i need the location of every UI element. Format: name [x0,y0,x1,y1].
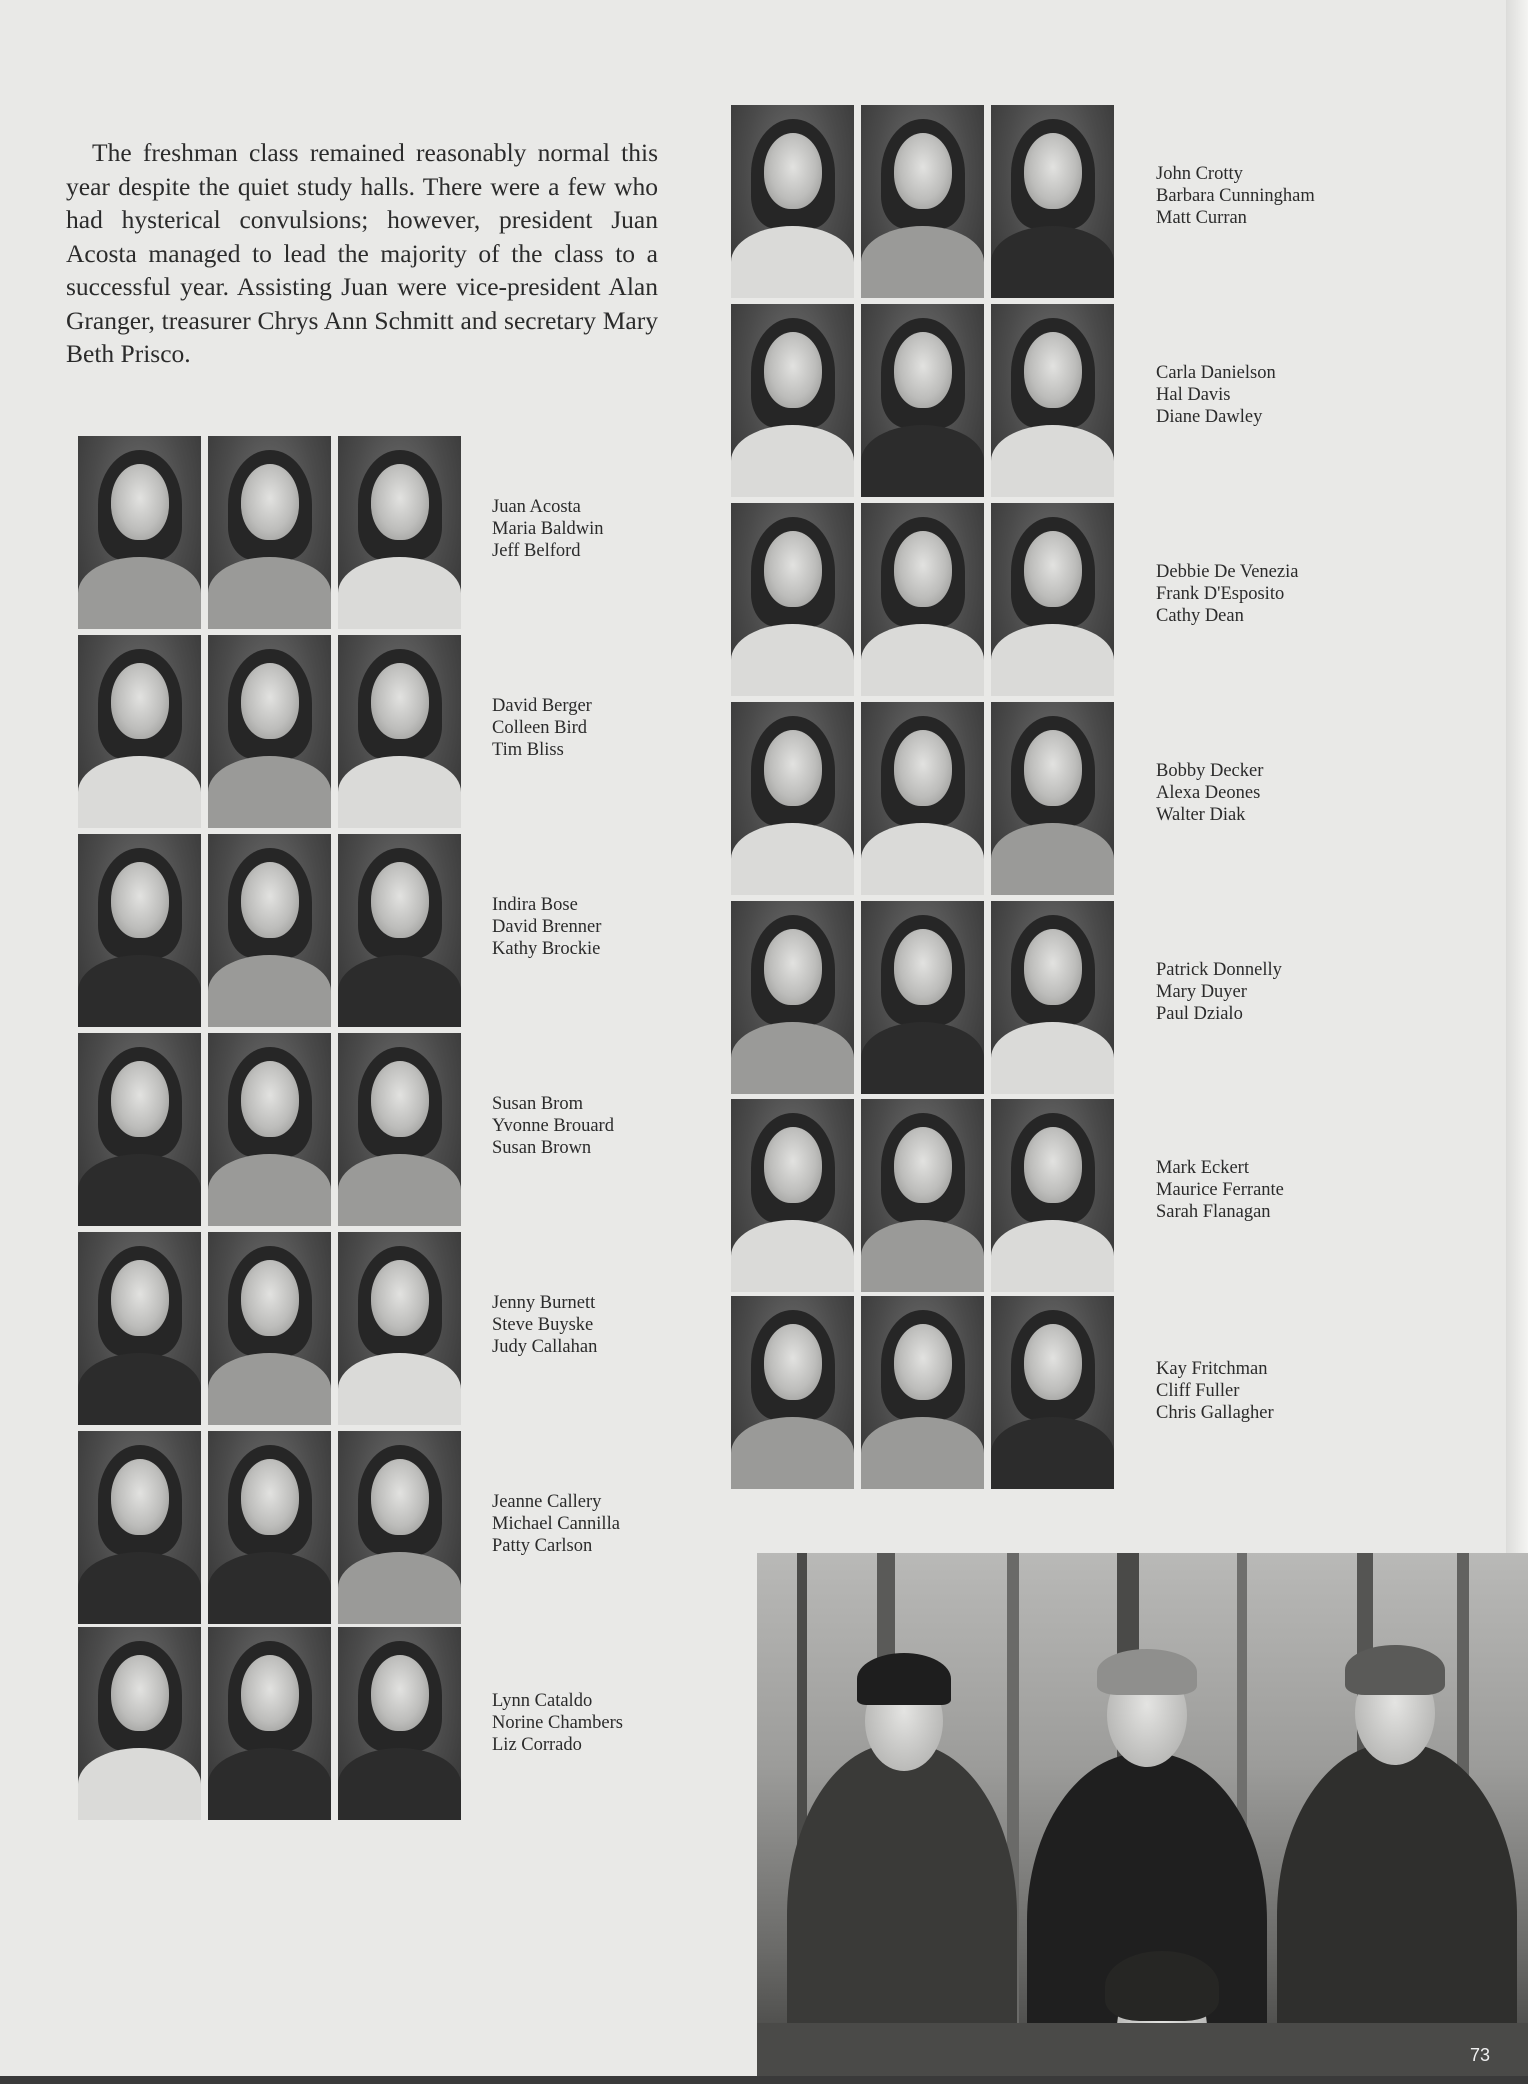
portrait-photo [861,304,984,497]
student-name: Michael Cannilla [492,1514,620,1534]
portrait-photo [208,834,331,1027]
portrait-photo [731,1099,854,1292]
portrait-photo [208,1431,331,1624]
portrait-photo [208,1627,331,1820]
portrait-photo [731,105,854,298]
student-name: Norine Chambers [492,1713,624,1733]
portrait-photo [731,1296,854,1489]
student-name: Paul Dzialo [1156,1004,1243,1024]
portrait-photo [861,901,984,1094]
portrait-photo [78,436,201,629]
student-name: Frank D'Esposito [1156,584,1285,604]
portrait-photo [338,436,461,629]
student-name: Cathy Dean [1156,606,1244,626]
portrait-row [731,901,1114,1094]
name-list [1156,561,1298,627]
portrait-photo [338,834,461,1027]
portrait-photo [208,1033,331,1226]
portrait-photo [991,503,1114,696]
portrait-photo [338,1033,461,1226]
portrait-row [731,1296,1114,1489]
portrait-row [78,834,461,1027]
portrait-row [78,635,461,828]
name-list [1156,959,1282,1025]
portrait-row [78,1431,461,1624]
portrait-row [731,1099,1114,1292]
portrait-photo [731,901,854,1094]
portrait-photo [991,1099,1114,1292]
portrait-photo [338,1627,461,1820]
student-name: Maria Baldwin [492,519,604,539]
portrait-photo [991,1296,1114,1489]
portrait-photo [78,1232,201,1425]
group-candid-photo [757,1553,1528,2084]
student-name: Patrick Donnelly [1156,960,1282,980]
portrait-photo [731,702,854,895]
portrait-row [78,1232,461,1425]
name-list [492,1491,620,1557]
name-list [1156,1358,1274,1424]
student-name: Chris Gallagher [1156,1403,1274,1423]
portrait-photo [861,503,984,696]
student-name: Jeanne Callery [492,1492,602,1512]
student-name: Mark Eckert [1156,1158,1249,1178]
name-list [492,496,604,562]
name-list [1156,1157,1284,1223]
student-name: Patty Carlson [492,1536,593,1556]
portrait-photo [78,1431,201,1624]
student-name: Susan Brom [492,1094,583,1114]
intro-paragraph: The freshman class remained reasonably normal this year despite the quiet study halls. There were a few who had hysterical convulsions; however, president Juan Acosta managed to lead the majority of the class to a successful year. Assisting Juan were vice-president Alan Granger, treasurer Chrys Ann Schmitt and secretary Mary Beth Prisco. [66,138,658,368]
student-name: Jeff Belford [492,541,581,561]
portrait-row [78,1627,461,1820]
portrait-photo [78,1627,201,1820]
portrait-photo [861,1099,984,1292]
portrait-photo [991,105,1114,298]
student-name: Bobby Decker [1156,761,1264,781]
student-name: Cliff Fuller [1156,1381,1240,1401]
portrait-photo [338,1232,461,1425]
student-name: David Berger [492,696,592,716]
portrait-photo [731,304,854,497]
name-list [492,1292,597,1358]
portrait-row [731,105,1114,298]
portrait-photo [208,635,331,828]
portrait-photo [338,635,461,828]
student-name: Juan Acosta [492,497,581,517]
name-list [492,894,601,960]
name-list [492,1690,623,1756]
portrait-photo [861,1296,984,1489]
student-name: Steve Buyske [492,1315,594,1335]
student-name: Diane Dawley [1156,407,1263,427]
student-name: Liz Corrado [492,1735,582,1755]
name-list [1156,362,1276,428]
portrait-photo [208,1232,331,1425]
page-number: 73 [1469,2045,1490,2065]
student-name: Alexa Deones [1156,783,1261,803]
student-name: Debbie De Venezia [1156,562,1299,582]
portrait-photo [861,702,984,895]
portrait-photo [731,503,854,696]
portrait-photo [208,436,331,629]
student-name: Sarah Flanagan [1156,1202,1271,1222]
student-name: Mary Duyer [1156,982,1247,1002]
student-name: Susan Brown [492,1138,592,1158]
portrait-row [731,304,1114,497]
student-name: Kathy Brockie [492,939,601,959]
portrait-photo [78,635,201,828]
portrait-row [731,702,1114,895]
student-name: Walter Diak [1156,805,1246,825]
name-list [1156,163,1315,229]
student-name: Lynn Cataldo [492,1691,593,1711]
portrait-row [731,503,1114,696]
portrait-row [78,436,461,629]
student-name: Hal Davis [1156,385,1231,405]
student-name: Tim Bliss [492,740,564,760]
student-name: David Brenner [492,917,602,937]
student-name: Indira Bose [492,895,578,915]
portrait-photo [338,1431,461,1624]
student-name: Barbara Cunningham [1156,186,1315,206]
portrait-photo [991,304,1114,497]
page-bottom-edge [0,2076,1528,2084]
portrait-photo [991,901,1114,1094]
portrait-photo [861,105,984,298]
name-list [492,1093,614,1159]
student-name: Carla Danielson [1156,363,1276,383]
student-name: Matt Curran [1156,208,1247,228]
student-name: Jenny Burnett [492,1293,596,1313]
portrait-photo [991,702,1114,895]
student-name: Maurice Ferrante [1156,1180,1284,1200]
student-name: John Crotty [1156,164,1243,184]
portrait-photo [78,1033,201,1226]
name-list [492,695,592,761]
student-name: Yvonne Brouard [492,1116,614,1136]
student-name: Judy Callahan [492,1337,598,1357]
name-list [1156,760,1263,826]
portrait-photo [78,834,201,1027]
student-name: Colleen Bird [492,718,588,738]
portrait-row [78,1033,461,1226]
student-name: Kay Fritchman [1156,1359,1268,1379]
